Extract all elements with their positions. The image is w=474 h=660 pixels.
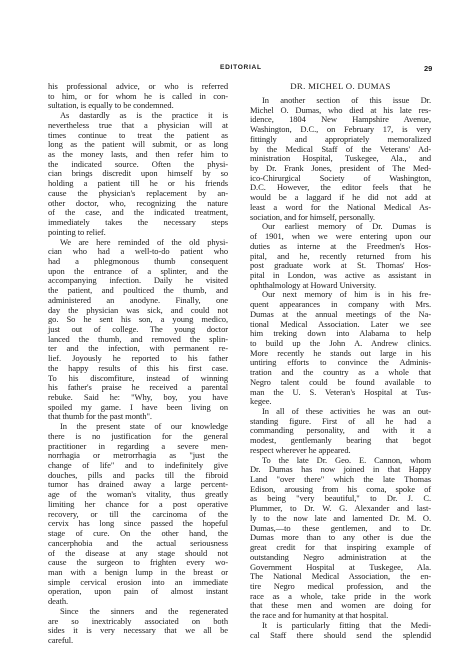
text-line: change of life" and to indefinitely give [48,460,228,471]
text-line: ministration Hospital, Tuskegee, Ala., and [250,153,431,164]
left-column [48,82,228,646]
text-line: his professional advice, or who is referred [48,81,228,91]
text-line: As dastardly as is the practice it is [60,110,228,121]
text-line: In all of these activities he was an out- [262,406,431,416]
text-line: cian who had a well-to-do patient who [48,246,228,257]
text-line: of 1901, when we were entering upon our [250,231,431,242]
text-line: spoiled my game. I have been living on [48,401,228,412]
text-line: cause the surgeon to frighten every wo- [48,557,228,568]
text-line: limiting her chance for a post operative [48,498,228,509]
text-line: careful. [48,634,74,645]
text-line: norrhagia or metrorrhagia as "just the [48,450,228,461]
text-line: cian brings discredit upon himself by so [48,168,228,179]
text-line: cancerphobia and the actual seriousness [48,537,228,548]
text-line: We are here reminded of the old physi- [60,236,228,247]
text-line: him treking down into Alabama to help [250,328,431,339]
text-line: modest, gentlemanly bearing that begot [250,435,431,446]
text-line: More recently he stands out large in his [250,347,431,358]
text-line: Edison, arousing from his coma, spoke of [250,483,431,494]
text-line: duties as interne at the Freedmen's Hos- [250,240,431,251]
text-line: to him, or for whom he is called in con- [48,90,228,101]
text-line: cause the physician's replacement by an- [48,187,228,198]
page-number: 29 [424,64,433,73]
text-line: ico-Chirurgical Society of Washington, [250,172,431,183]
text-line: the indicated source. Often the physi- [48,158,228,169]
text-line: other doctor, who, recognizing the nature [48,197,228,208]
text-line: D.C. However, the editor feels that he [250,182,431,193]
text-line: as the money lasts, and then refer him to [48,149,228,160]
page-header [0,64,474,78]
text-line: tional Medical Association. Later we see [250,318,431,329]
text-line: the patient, and poulticed the thumb, and [48,285,228,296]
text-line: tration and the country as a whole that [250,367,431,378]
text-line: ter and the infection, with permanent re- [48,343,228,354]
text-line: man with a benign lump in the breast or [48,566,228,577]
text-line: race as a whole, take pride in the work [250,590,431,601]
text-line: lief. Joyously he reported to his father [48,353,228,364]
text-line: commanding personality, and with it a [250,425,431,436]
text-line: times continue to treat the patient as [48,129,228,140]
text-line: sultation, is equally to be condemned. [48,100,174,111]
text-line: kegee. [250,396,272,407]
text-line: go. So he sent his son, a young medico, [48,314,228,325]
text-line: The National Medical Association, the en- [250,571,431,582]
text-line: rebuke. Said he: "Why, boy, you have [48,392,228,402]
text-line: Michel O. Dumas, who died at his late res- [250,104,431,115]
text-line: In another section of this issue Dr. [262,95,431,105]
text-line: nevertheless true that a physician will at [48,119,228,130]
text-line: holding a patient till he or his friends [48,178,228,189]
text-line: by Dr. Frank Jones, president of The Med- [250,163,431,174]
text-line: had a phlegmonous thumb consequent [48,255,228,266]
text-line: sociation, and for himself, personally. [250,211,375,222]
text-line: It is particularly fitting that the Medi- [262,619,431,630]
text-line: by the Medical Staff of the Veterans' Ad- [250,143,431,154]
text-line: tire Negro medical profession, and the [250,580,431,591]
text-line: long as the patient will submit, or as long [48,139,228,150]
text-line: post graduate work at St. Thomas' Hos- [250,260,431,271]
text-line: practitioner in regarding a severe men- [48,440,228,451]
text-line: To his discomfiture, instead of winning [48,372,228,383]
right-column [250,82,431,640]
text-line: lanced the thumb, and removed the splin- [48,333,228,344]
text-line: operation, upon pain of almost instant [48,586,228,597]
text-line: cervix has long since passed the hopeful [48,518,228,529]
text-line: the happy results of this his first case. [48,362,228,373]
article-title: DR. MICHEL O. DUMAS [290,81,391,91]
text-line: just out of college. The young doctor [48,323,228,334]
text-line: simple cervical erosion into an immediate [48,576,228,587]
text-line: that these men and women are doing for [250,600,431,611]
text-line: upon the entrance of a splinter, and the [48,265,228,276]
text-line: outstanding Negro administration at the [250,551,431,562]
text-line: ly to the now late and lamented Dr. M. O. [250,512,431,523]
text-line: Negro talent could be found available to [250,376,431,387]
text-line: stage of cure. On the other hand, the [48,528,228,539]
text-line: cal Staff there should send the splendid [250,629,431,640]
text-line: fittingly and appropriately memoralized [250,133,431,144]
text-line: respect wherever he appeared. [250,444,351,455]
text-line: Since the sinners and the regenerated [60,605,228,616]
text-line: Plummer, to Dr. W. G. Alexander and last- [250,503,431,514]
text-line: pital, and he, recently returned from his [250,250,431,261]
text-line: douches, pills and packs till the fibroid [48,469,228,480]
text-line: tumor has drained away a large percent- [48,479,228,490]
text-line: of the disease at any stage should not [48,547,228,558]
text-line: great credit for that inspiring example of [250,542,431,553]
text-line: standing figure. First of all he had a [250,415,431,426]
text-line: day the physician was sick, and could not [48,304,228,315]
text-line: Washington, D.C., on February 17, is very [250,124,431,135]
text-line: death. [48,596,69,607]
text-line: pointing to relief. [48,226,106,237]
text-line: Our earliest memory of Dr. Dumas is [262,221,431,232]
text-line: Dumas more than to any other is due the [250,532,431,543]
text-line: are so inextricably associated on both [48,615,228,626]
running-head: EDITORIAL [220,64,262,71]
text-line: least a word for the National Medical As- [250,201,431,212]
text-line: ophthalmology at Howard University. [250,279,377,290]
text-line: Dumas,—to these gentlemen, and to Dr. [250,522,431,533]
text-line: to build up the John A. Andrew clinics. [250,337,431,348]
text-line: immediately takes the necessary steps [48,217,228,228]
text-line: quent appearances in company with Mrs. [250,299,431,310]
text-line: there is no justification for the general [48,430,228,441]
text-line: sides it is very necessary that we all be [48,625,228,636]
text-line: pital in London, was active as assistant in [250,269,431,280]
text-line: untiring efforts to convince the Adminis- [250,357,431,368]
text-line: his father's praise he received a parental [48,382,228,393]
text-line: accompanying infection. Daily he visited [48,275,228,286]
text-line: Dumas at the annual meetings of the Na- [250,308,431,319]
text-line: as being "very beautiful," to Dr. J. C. [250,493,431,504]
text-line: Land "over there" which the late Thomas [250,474,431,485]
text-line: Government Hospital at Tuskegee, Ala. [250,561,431,572]
text-line: To the late Dr. Geo. E. Cannon, whom [262,454,431,465]
text-line: would be a laggard if he did not add at [250,192,431,203]
text-line: idence, 1804 New Hampshire Avenue, [250,114,431,125]
text-line: that thumb for the past month". [48,411,152,422]
text-line: age of the woman's vitality, thus greatly [48,489,228,500]
text-line: Dr. Dumas has now joined in that Happy [250,464,431,475]
text-line: In the present state of our knowledge [60,421,228,432]
text-line: the race and for humanity at that hospital. [250,610,389,621]
text-line: administered an anodyne. Finally, one [48,294,228,305]
text-line: man the U. S. Veteran's Hospital at Tus- [250,386,431,397]
text-line: Our next memory of him is in his fre- [262,289,431,300]
text-line: of the case, and the indicated treatment, [48,207,228,218]
text-line: recovery, or till the carcinoma of the [48,508,228,519]
